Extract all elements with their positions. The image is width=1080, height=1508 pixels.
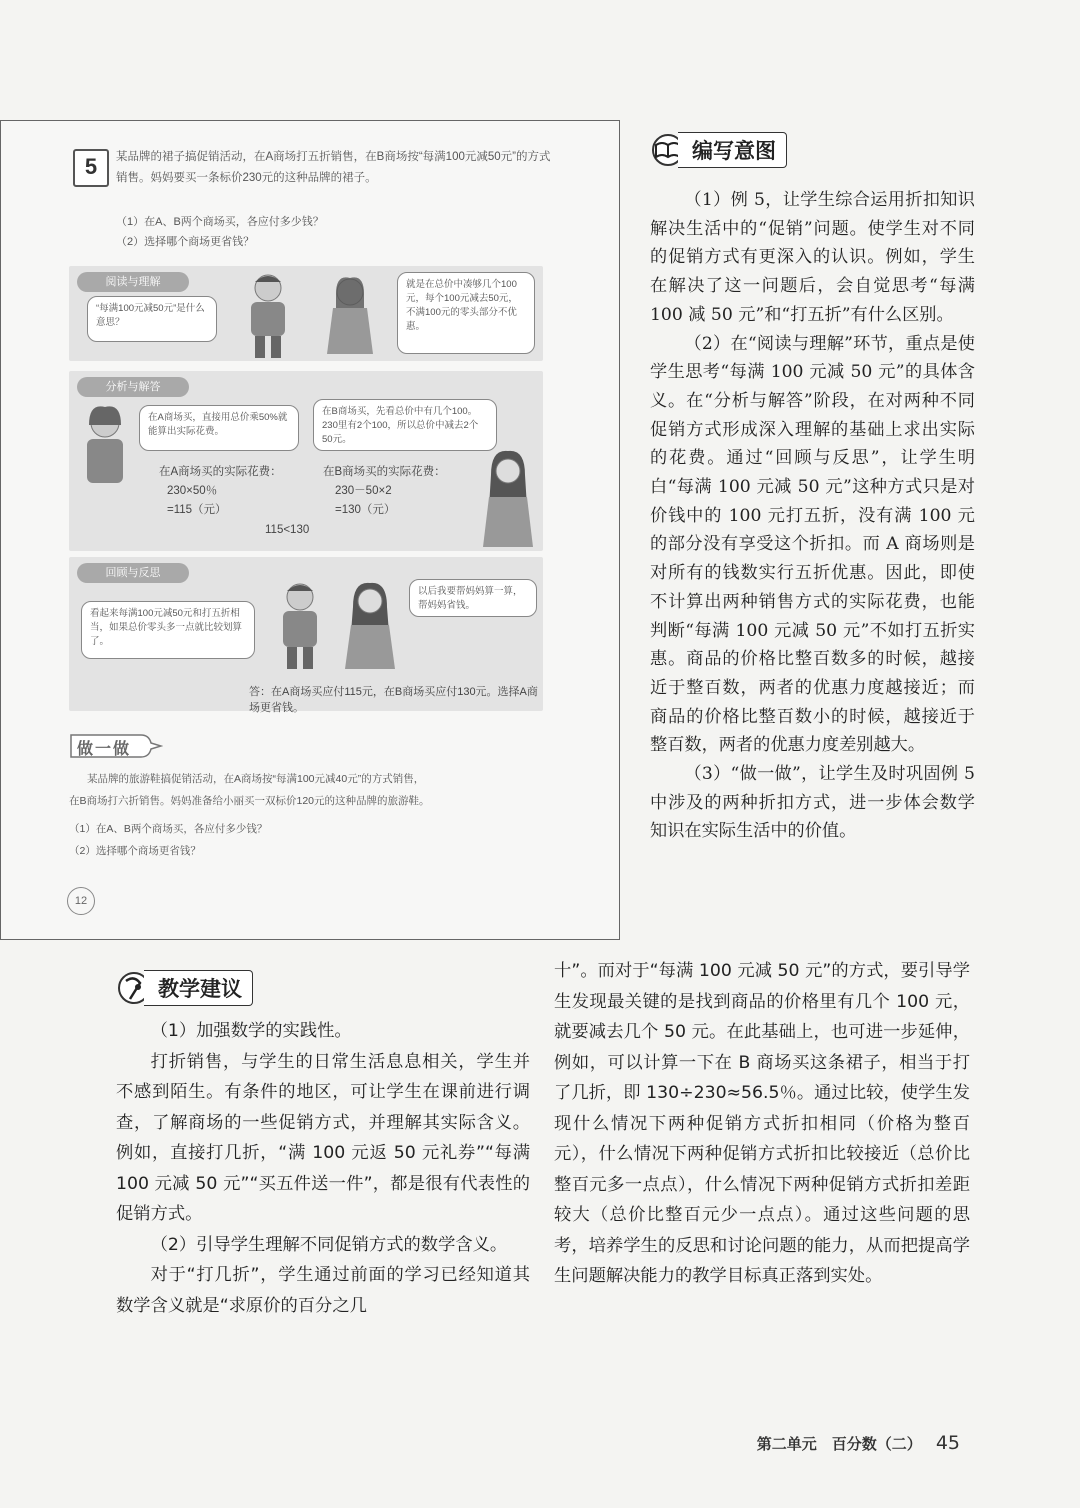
try-text-line-2: 在B商场打六折销售。妈妈准备给小丽买一双标价120元的这种品牌的旅游鞋。 — [69, 795, 430, 807]
girl-long-hair-icon — [477, 447, 539, 549]
teaching-heading — [116, 970, 253, 1006]
calc-a-expr: 230×50％ — [167, 485, 218, 497]
review-reflect-section — [69, 557, 543, 714]
calc-a-block — [159, 463, 282, 520]
example-question-2: （2）选择哪个商场更省钱？ — [116, 236, 255, 248]
example-text: 某品牌的裙子搞促销活动，在A商场打五折销售，在B商场按“每满100元减50元”的方式销售。妈妈要买一条标价230元的这种品牌的裙子。 — [116, 151, 551, 184]
example-number: 5 — [73, 149, 109, 187]
try-it-label: 做一做 — [77, 741, 132, 758]
analyze-bubble-left: 在A商场买，直接用总价乘50%就能算出实际花费。 — [139, 405, 299, 451]
try-text-line-1: 某品牌的旅游鞋搞促销活动，在A商场按“每满100元减40元”的方式销售， — [87, 773, 425, 785]
textbook-page-inset — [0, 120, 620, 940]
intent-heading — [650, 132, 787, 168]
intent-paragraph-3: （3）“做一做”，让学生及时巩固例 5 中涉及的两种折扣方式，进一步体会数学知识在实际生活中的价值。 — [650, 764, 975, 842]
page-footer — [757, 1432, 960, 1454]
teaching-column-left — [116, 1016, 530, 1321]
intent-paragraph-1: （1）例 5，让学生综合运用折扣知识解决生活中的“促销”问题。使学生对不同的促销方式有更深入的认识。例如，学生在解决了这一问题后，会自觉思考“每满 100 减 50 元”和“打五折”有什么区别。 — [650, 190, 975, 325]
girl-smiling-icon — [339, 579, 401, 671]
read-bubble-right: 就是在总价中凑够几个100元，每个100元减去50元，不满100元的零头部分不优惠。 — [397, 272, 535, 354]
mother-figure-icon — [75, 403, 135, 485]
intent-notes — [650, 186, 975, 846]
try-it-banner — [67, 731, 163, 761]
teaching-column-right — [554, 956, 970, 1292]
review-reflect-label: 回顾与反思 — [77, 563, 189, 583]
boy-thinking-icon — [269, 579, 331, 671]
teaching-paragraph-1: 打折销售，与学生的日常生活息息相关，学生并不感到陌生。有条件的地区，可让学生在课前进行调查，了解商场的一些促销方式，并理解其实际含义。例如，直接打几折，“满 100 元返 50 元礼券”“每满 100 元减 50 元”“买五件送一件”，都是很有代表性的促销方式。 — [116, 1051, 530, 1224]
calc-b-result: =130（元） — [335, 504, 396, 516]
try-question-1: （1）在A、B两个商场买，各应付多少钱？ — [69, 823, 268, 835]
teaching-paragraph-2: 对于“打几折”，学生通过前面的学习已经知道其数学含义就是“求原价的百分之几 — [116, 1265, 530, 1316]
teaching-point-1: （1）加强数学的实践性。 — [150, 1021, 352, 1041]
example-answer: 答：在A商场买应付115元，在B商场买应付130元。选择A商场更省钱。 — [249, 686, 538, 714]
analyze-bubble-right: 在B商场买，先看总价中有几个100。230里有2个100，所以总价中减去2个50元。 — [313, 399, 497, 451]
intent-paragraph-2: （2）在“阅读与理解”环节，重点是使学生思考“每满 100 元减 50 元”的具体含义。在“分析与解答”阶段，在对两种不同促销方式形成深入理解的基础上求出实际的花费。通过“回顾与反思”，让学生明白“每满 100 元减 50 元”这种方式只是对价钱中的 100 元打五折，没有满 100 元的部分没有享受这个折扣。而 A 商场则是对所有的钱数实行五折优惠。因此，即使不计算出两种销售方式的实际花费，也能判断“每满 100 元减 50 元”不如打五折实惠。商品的价格比整百数多的时候，越接近于整百数，两者的优惠力度越接近；而商品的价格比整百数小的时候，越接近于整百数，两者的优惠力度差别越大。 — [650, 333, 975, 756]
teaching-paragraph-continued: 十”。而对于“每满 100 元减 50 元”的方式，要引导学生发现最关键的是找到商品的价格里有几个 100 元，就要减去几个 50 元。在此基础上，也可进一步延伸，例如，可以计算一下在 B 商场买这条裙子，相当于打了几折，即 130÷230≈56.5％。通过比较，使学生发现什么情况下两种促销方式折扣相同（价格为整百元），什么情况下两种促销方式折扣比较接近（总价比整百元多一点点），什么情况下两种促销方式折扣差距较大（总价比整百元少一点点）。通过这些问题的思考，培养学生的反思和讨论问题的能力，从而把提高学生问题解决能力的教学目标真正落到实处。 — [554, 961, 970, 1286]
review-bubble-left: 看起来每满100元减50元和打五折相当，如果总价零头多一点就比较划算了。 — [81, 601, 255, 659]
inset-page-number: 12 — [67, 887, 95, 915]
example-question-1: （1）在A、B两个商场买，各应付多少钱？ — [116, 216, 324, 228]
analyze-answer-section — [69, 371, 543, 551]
calc-b-block — [323, 463, 446, 520]
compare-result: 115<130 — [265, 524, 310, 536]
calc-b-expr: 230－50×2 — [335, 485, 392, 497]
try-question-2: （2）选择哪个商场更省钱？ — [69, 845, 201, 857]
calc-a-title: 在A商场买的实际花费： — [159, 466, 282, 478]
intent-heading-text: 编写意图 — [678, 132, 787, 168]
analyze-answer-label: 分析与解答 — [77, 377, 189, 397]
review-bubble-right: 以后我要帮妈妈算一算，帮妈妈省钱。 — [409, 579, 537, 617]
footer-page-number: 45 — [935, 1432, 960, 1454]
read-understand-label: 阅读与理解 — [77, 272, 189, 292]
boy-figure-icon — [237, 270, 299, 360]
read-bubble-left: “每满100元减50元”是什么意思？ — [87, 296, 217, 342]
teaching-heading-text: 教学建议 — [144, 970, 253, 1006]
girl-figure-icon — [319, 274, 381, 360]
calc-b-title: 在B商场买的实际花费： — [323, 466, 446, 478]
footer-unit-title: 第二单元 百分数（二） — [756, 1435, 922, 1453]
read-understand-section — [69, 266, 543, 361]
calc-a-result: =115（元） — [167, 504, 227, 516]
teaching-point-2: （2）引导学生理解不同促销方式的数学含义。 — [150, 1234, 508, 1255]
